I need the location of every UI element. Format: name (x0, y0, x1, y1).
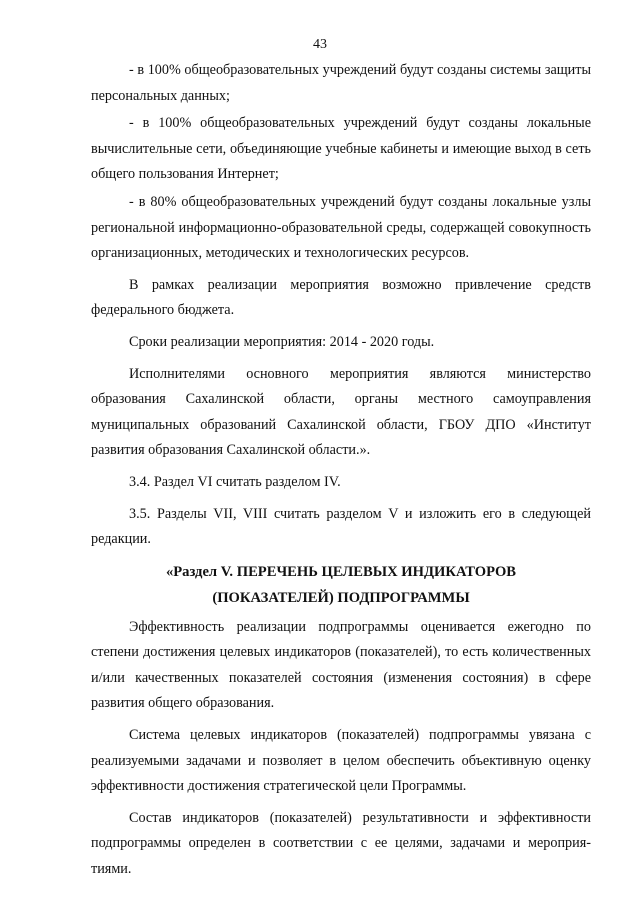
section-heading-line-2: (ПОКАЗАТЕЛЕЙ) ПОДПРОГРАММЫ (212, 589, 470, 606)
paragraph-indicator-composition: Состав индикаторов (показателей) результативности и эффективности подпрограммы определен в соответствии с ее целями, задачами и мероприя-тиями. (91, 809, 591, 878)
paragraph-personal-data-protection: - в 100% общеобразовательных учреждений будут созданы системы защиты персональных данных; (91, 62, 591, 104)
paragraph-regional-nodes: - в 80% общеобразовательных учреждений будут созданы локальные узлы региональной информационно-образовательной среды, содержащей совокупность организационных, методических и технологических ресурсов. (91, 193, 591, 262)
paragraph-executors: Исполнителями основного мероприятия являются министерство образования Сахалинской области, органы местного самоуправления муниципальных образований Сахалинской области, ГБОУ ДПО «Институт развития образования Сахалинской области.». (91, 365, 591, 459)
page-number: 43 (313, 37, 327, 52)
paragraph-local-networks: - в 100% общеобразовательных учреждений будут созданы локальные вычислительные сети, объединяющие учебные кабинеты и имеющие выход в сеть общего пользования Интернет; (91, 115, 591, 183)
section-heading (91, 559, 591, 611)
paragraph-section-3-4: 3.4. Раздел VI считать разделом IV. (129, 473, 341, 490)
section-heading-line-1: «Раздел V. ПЕРЕЧЕНЬ ЦЕЛЕВЫХ ИНДИКАТОРОВ (165, 563, 517, 580)
paragraph-implementation-period: Сроки реализации мероприятия: 2014 - 2020 годы. (129, 333, 435, 350)
paragraph-federal-budget: В рамках реализации мероприятия возможно привлечение средств федерального бюджета. (91, 276, 591, 319)
paragraph-indicator-system: Система целевых индикаторов (показателей) подпрограммы увязана с реализуемыми задачами и позволяет в целом обеспечить объективную оценку эффективности достижения стратегической цели Программы. (91, 727, 591, 795)
paragraph-section-3-5: 3.5. Разделы VII, VIII считать разделом V и изложить его в следующей редакции. (91, 505, 591, 548)
paragraph-efficiency-evaluation: Эффективность реализации подпрограммы оценивается ежегодно по степени достижения целевых индикаторов (показателей), то есть количественных и/или качественных показателей состояния (изменения состояния) в сфере развития общего образования. (91, 618, 591, 712)
page-content (91, 58, 591, 889)
